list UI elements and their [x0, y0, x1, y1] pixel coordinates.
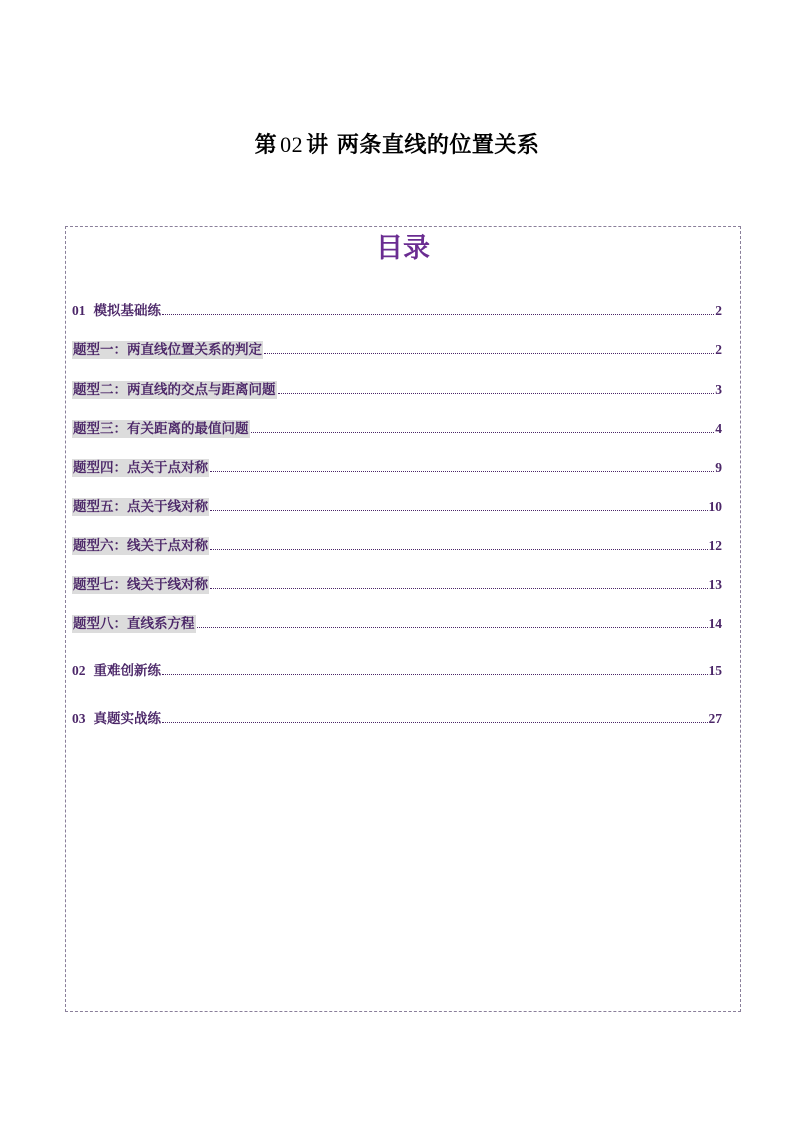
toc-entry-label: 题型四：点关于点对称 — [73, 460, 208, 476]
toc-entry-label: 题型五：点关于线对称 — [73, 499, 208, 515]
dot-leader — [210, 548, 708, 550]
dot-leader — [210, 470, 714, 472]
title-suffix: 讲 两条直线的位置关系 — [306, 133, 540, 158]
dot-leader — [251, 431, 715, 433]
toc-entry-label: 题型八：直线系方程 — [73, 616, 195, 632]
toc-entry-label: 模拟基础练 — [93, 303, 161, 319]
toc-entry-page: 2 — [715, 303, 722, 318]
toc-entry-type-1[interactable] — [72, 341, 722, 359]
title-prefix: 第 — [254, 133, 278, 158]
toc-entry-type-3[interactable] — [72, 420, 722, 438]
toc-entry-type-2[interactable] — [72, 381, 722, 399]
toc-entry-page: 27 — [708, 711, 722, 726]
toc-entry-page: 9 — [715, 460, 722, 475]
toc-entry-label: 题型七：线关于线对称 — [73, 577, 208, 593]
toc-entry-page: 14 — [708, 616, 722, 631]
toc-entry-page: 10 — [708, 499, 722, 514]
toc-entry-number: 02 — [72, 663, 86, 678]
dot-leader — [197, 626, 708, 628]
toc-entry-type-6[interactable] — [72, 537, 722, 555]
toc-entry-label: 真题实战练 — [93, 711, 161, 727]
dot-leader — [162, 673, 708, 675]
toc-entry-page: 3 — [715, 382, 722, 397]
title-number: 02 — [280, 132, 304, 157]
toc-entry-section-01[interactable] — [72, 302, 722, 320]
toc-entry-label: 重难创新练 — [93, 663, 161, 679]
toc-entry-number: 03 — [72, 711, 86, 726]
toc-entry-number: 01 — [72, 303, 86, 318]
toc-entry-section-02[interactable] — [72, 662, 722, 680]
toc-entry-type-8[interactable] — [72, 615, 722, 633]
toc-entry-label: 题型三：有关距离的最值问题 — [73, 421, 249, 437]
dot-leader — [210, 587, 708, 589]
dot-leader — [264, 352, 714, 354]
document-title — [0, 128, 794, 159]
dot-leader — [162, 313, 714, 315]
toc-entry-page: 15 — [708, 663, 722, 678]
toc-entry-page: 4 — [715, 421, 722, 436]
toc-entry-page: 12 — [708, 538, 722, 553]
dot-leader — [162, 721, 708, 723]
toc-entry-type-4[interactable] — [72, 459, 722, 477]
toc-entry-label: 题型六：线关于点对称 — [73, 538, 208, 554]
toc-entry-type-5[interactable] — [72, 498, 722, 516]
toc-entry-label: 题型二：两直线的交点与距离问题 — [73, 382, 276, 398]
toc-entry-page: 13 — [708, 577, 722, 592]
toc-entry-section-03[interactable] — [72, 710, 722, 728]
dot-leader — [278, 392, 715, 394]
toc-entry-page: 2 — [715, 342, 722, 357]
table-of-contents — [65, 226, 741, 1012]
dot-leader — [210, 509, 708, 511]
toc-entry-label: 题型一：两直线位置关系的判定 — [73, 342, 262, 358]
toc-heading: 目录 — [376, 233, 430, 264]
toc-entry-type-7[interactable] — [72, 576, 722, 594]
